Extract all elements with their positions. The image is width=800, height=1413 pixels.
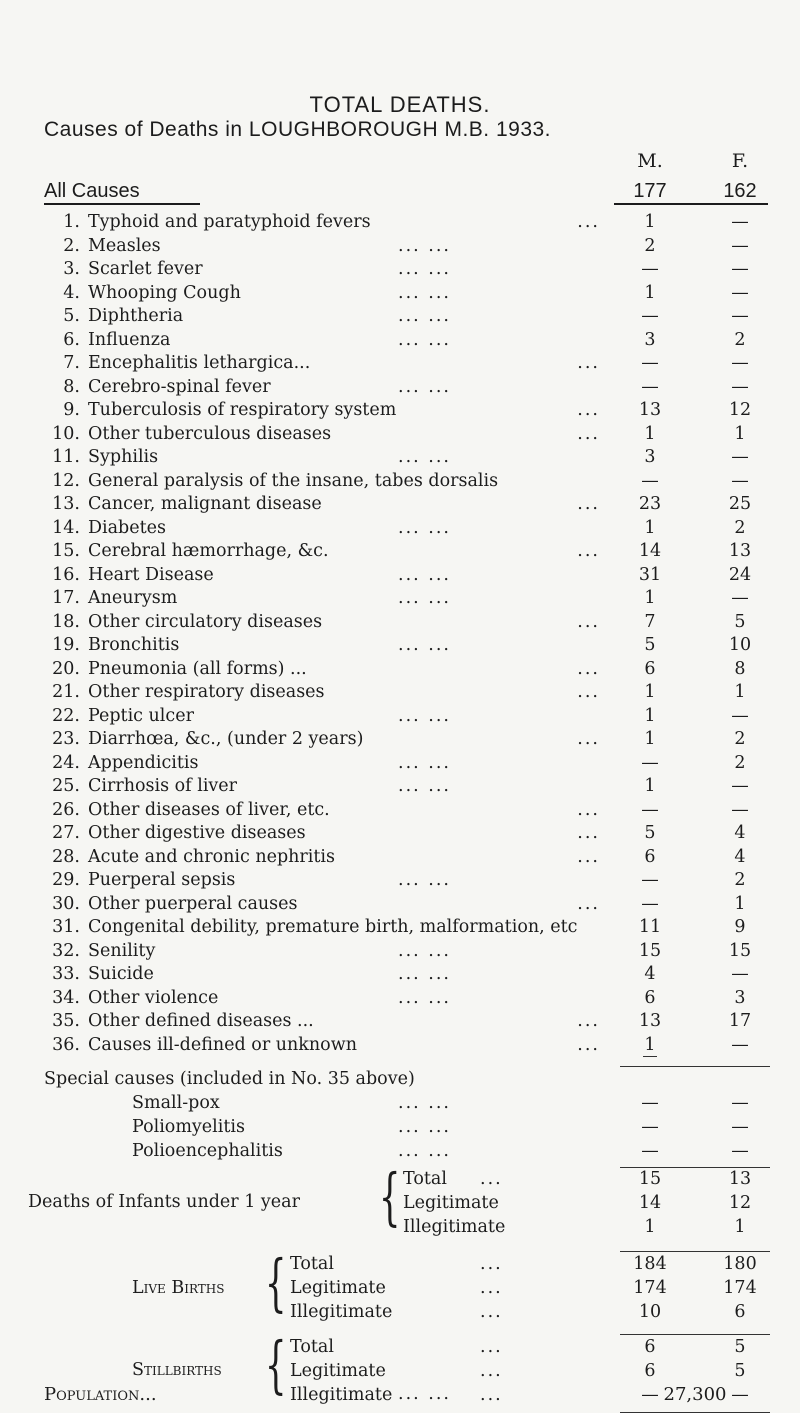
cause-female-count: 2 [734, 329, 746, 350]
cause-male-count: — [641, 893, 659, 914]
leader-dots: ... ... [398, 1141, 451, 1161]
cause-number: 24. [52, 752, 80, 773]
cause-row [0, 800, 800, 823]
cause-male-count: 1 [644, 1034, 656, 1055]
cause-label: Causes ill-defined or unknown [88, 1034, 357, 1055]
page-subtitle: Causes of Deaths in LOUGHBOROUGH M.B. 1933. [44, 118, 552, 141]
cause-row [0, 941, 800, 964]
infants-label: Illegitimate [403, 1217, 506, 1237]
live-births-male-count: 10 [638, 1302, 662, 1322]
cause-row [0, 635, 800, 658]
leader-dots: ... ... [398, 1384, 451, 1404]
special-male-count: — [641, 1117, 659, 1137]
infants-row [0, 1169, 800, 1192]
cause-label: Cerebro-spinal fever [88, 376, 271, 397]
cause-female-count: — [731, 470, 749, 491]
cause-label: Bronchitis [88, 635, 180, 655]
cause-male-count: 1 [644, 212, 656, 232]
cause-row [0, 588, 800, 611]
live-births-female-count: 6 [734, 1302, 746, 1322]
leader-dots: ... [577, 658, 600, 679]
infants-row [0, 1217, 800, 1240]
stillbirths-brace: { [264, 1328, 287, 1401]
cause-female-count: — [731, 705, 749, 726]
cause-female-count: 2 [734, 729, 746, 749]
cause-female-count: — [731, 447, 749, 467]
cause-row [0, 612, 800, 635]
cause-number: 20. [52, 658, 80, 679]
cause-label: Other diseases of liver, etc. [88, 799, 330, 820]
cause-label: Scarlet fever [88, 259, 203, 279]
cause-number: 10. [52, 423, 80, 444]
stillbirths-female-count: 5 [734, 1337, 746, 1357]
cause-number: 3. [63, 259, 80, 279]
cause-row [0, 330, 800, 353]
stillbirths-label: Stillbirths [132, 1360, 222, 1380]
column-header-male: M. [637, 150, 663, 172]
leader-dots: ... ... [398, 705, 451, 726]
leader-dots: ... ... [398, 306, 451, 326]
cause-male-count: 31 [638, 564, 662, 585]
infants-divider [620, 1167, 770, 1168]
cause-number: 5. [63, 306, 80, 326]
cause-row [0, 988, 800, 1011]
special-causes-heading: Special causes (included in No. 35 above) [44, 1069, 415, 1089]
cause-row [0, 353, 800, 376]
cause-label: Acute and chronic nephritis [88, 846, 336, 867]
cause-label: Puerperal sepsis [88, 870, 236, 890]
leader-dots: ... ... [398, 635, 451, 655]
cause-number: 23. [52, 729, 80, 749]
cause-row [0, 259, 800, 282]
cause-row [0, 870, 800, 893]
leader-dots: ... [577, 541, 600, 561]
cause-male-count: — [641, 470, 659, 491]
cause-male-count: 1 [644, 588, 656, 608]
live-births-label: Live Births [132, 1278, 225, 1298]
special-male-count: — [641, 1141, 659, 1161]
cause-male-count: 14 [638, 541, 662, 561]
cause-label: Other circulatory diseases [88, 611, 323, 632]
cause-number: 29. [52, 870, 80, 890]
cause-number: 26. [52, 799, 80, 820]
cause-number: 35. [52, 1011, 80, 1031]
live-births-female-count: 174 [723, 1278, 757, 1298]
stillbirths-male-count: — [641, 1385, 659, 1405]
cause-female-count: 24 [728, 564, 752, 585]
cause-number: 19. [52, 635, 80, 655]
cause-female-count: 15 [728, 940, 752, 961]
cause-row [0, 306, 800, 329]
live-births-row [0, 1278, 800, 1301]
cause-label: Other defined diseases ... [88, 1011, 314, 1031]
cause-male-count: 6 [644, 987, 656, 1008]
cause-label: Influenza [88, 329, 171, 350]
cause-label: Other puerperal causes [88, 893, 298, 914]
leader-dots: ... ... [398, 282, 451, 303]
leader-dots: ... [577, 682, 600, 702]
stillbirths-male-count: 6 [644, 1337, 656, 1357]
cause-label: Other violence [88, 987, 219, 1008]
all-causes-label: All Causes [44, 180, 140, 202]
cause-row [0, 753, 800, 776]
cause-label: Appendicitis [88, 752, 199, 773]
infants-male-count: 15 [638, 1169, 662, 1189]
cause-female-count: — [731, 212, 749, 232]
stillbirths-female-count: — [731, 1385, 749, 1405]
cause-number: 31. [52, 917, 80, 937]
live-births-row [0, 1254, 800, 1277]
special-female-count: — [731, 1093, 749, 1113]
cause-number: 36. [52, 1034, 80, 1055]
live-births-male-count: 184 [633, 1254, 667, 1274]
infants-row [0, 1193, 800, 1216]
infants-brace: { [378, 1160, 401, 1233]
cause-number: 25. [52, 776, 80, 796]
leader-dots: ... [480, 1169, 503, 1189]
leader-dots: ... [480, 1278, 503, 1298]
cause-number: 7. [63, 353, 80, 373]
column-header-female: F. [731, 150, 749, 172]
cause-female-count: 17 [728, 1011, 752, 1031]
cause-female-count: — [731, 259, 749, 279]
leader-dots: ... ... [398, 870, 451, 890]
cause-label: Typhoid and paratyphoid fevers [88, 212, 371, 232]
cause-row [0, 447, 800, 470]
cause-row [0, 1035, 800, 1058]
leader-dots: ... ... [398, 987, 451, 1008]
cause-male-count: 7 [644, 611, 656, 632]
live-births-label: Legitimate [290, 1278, 386, 1298]
stillbirths-row [0, 1361, 800, 1384]
leader-dots: ... ... [398, 588, 451, 608]
births-divider [620, 1251, 770, 1252]
cause-female-count: 1 [734, 893, 746, 914]
cause-label: Encephalitis lethargica... [88, 353, 311, 373]
cause-row [0, 541, 800, 564]
cause-female-count: 4 [734, 846, 746, 867]
cause-label: Congenital debility, premature birth, malformation, etc [88, 917, 578, 937]
cause-number: 13. [52, 494, 80, 514]
leader-dots: ... ... [398, 259, 451, 279]
cause-row [0, 682, 800, 705]
live-births-label: Total [290, 1254, 334, 1274]
special-label: Polioencephalitis [132, 1141, 283, 1161]
cause-male-count: 1 [644, 705, 656, 726]
total-female: 162 [723, 180, 757, 202]
infants-female-count: 1 [734, 1217, 746, 1237]
cause-male-count: 23 [638, 494, 662, 514]
leader-dots: ... ... [398, 1117, 451, 1137]
cause-female-count: — [731, 964, 749, 984]
cause-number: 27. [52, 823, 80, 843]
cause-female-count: 3 [734, 987, 746, 1008]
cause-male-count: — [641, 259, 659, 279]
cause-female-count: 10 [728, 635, 752, 655]
cause-male-count: 1 [644, 517, 656, 538]
cause-number: 16. [52, 564, 80, 585]
page-title: TOTAL DEATHS. [309, 92, 491, 117]
leader-dots: ... ... [398, 964, 451, 984]
cause-male-count: — [641, 376, 659, 397]
cause-row [0, 377, 800, 400]
cause-row [0, 400, 800, 423]
special-female-count: — [731, 1141, 749, 1161]
special-label: Small-pox [132, 1093, 220, 1113]
cause-number: 2. [63, 235, 80, 256]
special-divider [620, 1066, 770, 1067]
cause-label: Cirrhosis of liver [88, 776, 238, 796]
cause-male-count: 1 [644, 682, 656, 702]
cause-label: Measles [88, 235, 161, 256]
cause-number: 34. [52, 987, 80, 1008]
cause-male-count: — [641, 306, 659, 326]
stillbirths-row [0, 1337, 800, 1360]
leader-dots: ... ... [398, 447, 451, 467]
cause-female-count: — [731, 282, 749, 303]
live-births-brace: { [264, 1246, 287, 1319]
cause-female-count: — [731, 776, 749, 796]
leader-dots: ... [577, 893, 600, 914]
infants-female-count: 12 [728, 1193, 752, 1213]
cause-label: Senility [88, 940, 156, 961]
cause-number: 12. [52, 470, 80, 491]
cause-row [0, 776, 800, 799]
cause-number: 22. [52, 705, 80, 726]
stillbirths-divider [620, 1334, 770, 1335]
live-births-male-count: 174 [633, 1278, 667, 1298]
special-row [0, 1093, 800, 1116]
cause-female-count: 9 [734, 917, 746, 937]
leader-dots: ... ... [398, 517, 451, 538]
cause-label: Peptic ulcer [88, 705, 194, 726]
cause-row [0, 236, 800, 259]
live-births-label: Illegitimate [290, 1302, 393, 1322]
cause-female-count: 25 [728, 494, 752, 514]
cause-row [0, 212, 800, 235]
cause-female-count: 1 [734, 682, 746, 702]
cause-male-count: 5 [644, 635, 656, 655]
cause-number: 21. [52, 682, 80, 702]
cause-female-count: — [731, 1034, 749, 1055]
leader-dots: ... [577, 400, 600, 420]
cause-female-count: 12 [728, 400, 752, 420]
cause-male-count: 2 [644, 235, 656, 256]
cause-number: 28. [52, 846, 80, 867]
cause-female-count: — [731, 799, 749, 820]
cause-row [0, 1011, 800, 1034]
stillbirths-label: Legitimate [290, 1361, 386, 1381]
infants-label: Legitimate [403, 1193, 499, 1213]
cause-male-count: 1 [644, 729, 656, 749]
cause-male-count: 13 [638, 1011, 662, 1031]
cause-label: General paralysis of the insane, tabes dorsalis [88, 470, 499, 491]
leader-dots: ... [577, 799, 600, 820]
cause-row [0, 964, 800, 987]
leader-dots: ... ... [398, 329, 451, 350]
leader-dots: ... [577, 823, 600, 843]
special-male-count: — [641, 1093, 659, 1113]
cause-male-count: 1 [644, 776, 656, 796]
leader-dots: ... ... [398, 752, 451, 773]
cause-number: 8. [63, 376, 80, 397]
cause-row [0, 847, 800, 870]
cause-number: 4. [63, 282, 80, 303]
cause-female-count: — [731, 235, 749, 256]
cause-female-count: — [731, 353, 749, 373]
total-male: 177 [633, 180, 667, 202]
cause-female-count: — [731, 306, 749, 326]
cause-male-count: 5 [644, 823, 656, 843]
totals-underline [614, 203, 768, 205]
cause-male-count: — [641, 870, 659, 890]
leader-dots: ... [577, 611, 600, 632]
cause-label: Diarrhœa, &c., (under 2 years) [88, 729, 364, 749]
leader-dots: ... ... [398, 1093, 451, 1113]
cause-label: Aneurysm [88, 588, 178, 608]
leader-dots: ... [577, 846, 600, 867]
cause-number: 30. [52, 893, 80, 914]
cause-row [0, 706, 800, 729]
leader-dots: ... ... [398, 940, 451, 961]
infants-male-count: 14 [638, 1193, 662, 1213]
cause-row [0, 471, 800, 494]
leader-dots: ... ... [398, 235, 451, 256]
population-label: Population... [44, 1384, 157, 1405]
cause-label: Cancer, malignant disease [88, 494, 322, 514]
row36-underline [643, 1056, 657, 1057]
cause-male-count: — [641, 799, 659, 820]
special-label: Poliomyelitis [132, 1117, 245, 1137]
cause-male-count: 1 [644, 423, 656, 444]
cause-label: Other digestive diseases [88, 823, 306, 843]
stillbirths-male-count: 6 [644, 1361, 656, 1381]
infants-female-count: 13 [728, 1169, 752, 1189]
cause-male-count: 4 [644, 964, 656, 984]
cause-row [0, 518, 800, 541]
cause-row [0, 494, 800, 517]
cause-male-count: 6 [644, 658, 656, 679]
leader-dots: ... [577, 729, 600, 749]
cause-label: Tuberculosis of respiratory system [88, 400, 397, 420]
leader-dots: ... [480, 1337, 503, 1357]
cause-male-count: 1 [644, 282, 656, 303]
cause-male-count: — [641, 752, 659, 773]
cause-male-count: 11 [638, 917, 662, 937]
cause-row [0, 424, 800, 447]
header-underline [44, 203, 200, 205]
cause-number: 11. [52, 447, 80, 467]
infants-label: Total [403, 1169, 447, 1189]
leader-dots: ... [577, 1011, 600, 1031]
cause-male-count: — [641, 353, 659, 373]
leader-dots: ... ... [398, 376, 451, 397]
cause-row [0, 565, 800, 588]
cause-label: Pneumonia (all forms) ... [88, 658, 307, 679]
cause-row [0, 894, 800, 917]
leader-dots: ... [480, 1385, 503, 1405]
leader-dots: ... [480, 1254, 503, 1274]
live-births-row [0, 1302, 800, 1325]
leader-dots: ... [577, 353, 600, 373]
cause-male-count: 3 [644, 447, 656, 467]
population-row [0, 1384, 800, 1407]
cause-female-count: — [731, 588, 749, 608]
cause-female-count: 1 [734, 423, 746, 444]
special-row [0, 1117, 800, 1140]
cause-label: Syphilis [88, 447, 159, 467]
cause-label: Whooping Cough [88, 282, 241, 303]
cause-number: 6. [63, 329, 80, 350]
leader-dots: ... [480, 1361, 503, 1381]
leader-dots: ... [577, 212, 600, 232]
cause-female-count: 4 [734, 823, 746, 843]
cause-male-count: 3 [644, 329, 656, 350]
infants-label: Deaths of Infants under 1 year [28, 1192, 300, 1212]
cause-number: 17. [52, 588, 80, 608]
stillbirths-label: Total [290, 1337, 334, 1357]
leader-dots: ... [480, 1302, 503, 1322]
cause-row [0, 917, 800, 940]
leader-dots: ... ... [398, 564, 451, 585]
cause-male-count: 6 [644, 846, 656, 867]
infants-male-count: 1 [644, 1217, 656, 1237]
cause-number: 1. [63, 212, 80, 232]
stillbirths-female-count: 5 [734, 1361, 746, 1381]
cause-female-count: 2 [734, 752, 746, 773]
cause-number: 14. [52, 517, 80, 538]
leader-dots: ... ... [398, 776, 451, 796]
stillbirths-label: Illegitimate [290, 1385, 393, 1405]
cause-number: 9. [63, 400, 80, 420]
leader-dots: ... [577, 1034, 600, 1055]
cause-label: Cerebral hæmorrhage, &c. [88, 541, 329, 561]
cause-label: Other respiratory diseases [88, 682, 325, 702]
cause-male-count: 15 [638, 940, 662, 961]
cause-female-count: 2 [734, 517, 746, 538]
cause-label: Suicide [88, 964, 154, 984]
cause-row [0, 659, 800, 682]
live-births-female-count: 180 [723, 1254, 757, 1274]
cause-label: Diphtheria [88, 306, 184, 326]
leader-dots: ... [577, 423, 600, 444]
cause-female-count: — [731, 376, 749, 397]
cause-label: Heart Disease [88, 564, 214, 585]
cause-row [0, 729, 800, 752]
leader-dots: ... [577, 494, 600, 514]
cause-number: 32. [52, 940, 80, 961]
cause-label: Other tuberculous diseases [88, 423, 332, 444]
cause-number: 33. [52, 964, 80, 984]
cause-row [0, 823, 800, 846]
special-female-count: — [731, 1117, 749, 1137]
cause-female-count: 13 [728, 541, 752, 561]
cause-number: 18. [52, 611, 80, 632]
cause-female-count: 2 [734, 870, 746, 890]
cause-row [0, 283, 800, 306]
population-value: 27,300 [663, 1384, 727, 1405]
cause-number: 15. [52, 541, 80, 561]
cause-female-count: 8 [734, 658, 746, 679]
cause-female-count: 5 [734, 611, 746, 632]
cause-label: Diabetes [88, 517, 166, 538]
cause-male-count: 13 [638, 400, 662, 420]
